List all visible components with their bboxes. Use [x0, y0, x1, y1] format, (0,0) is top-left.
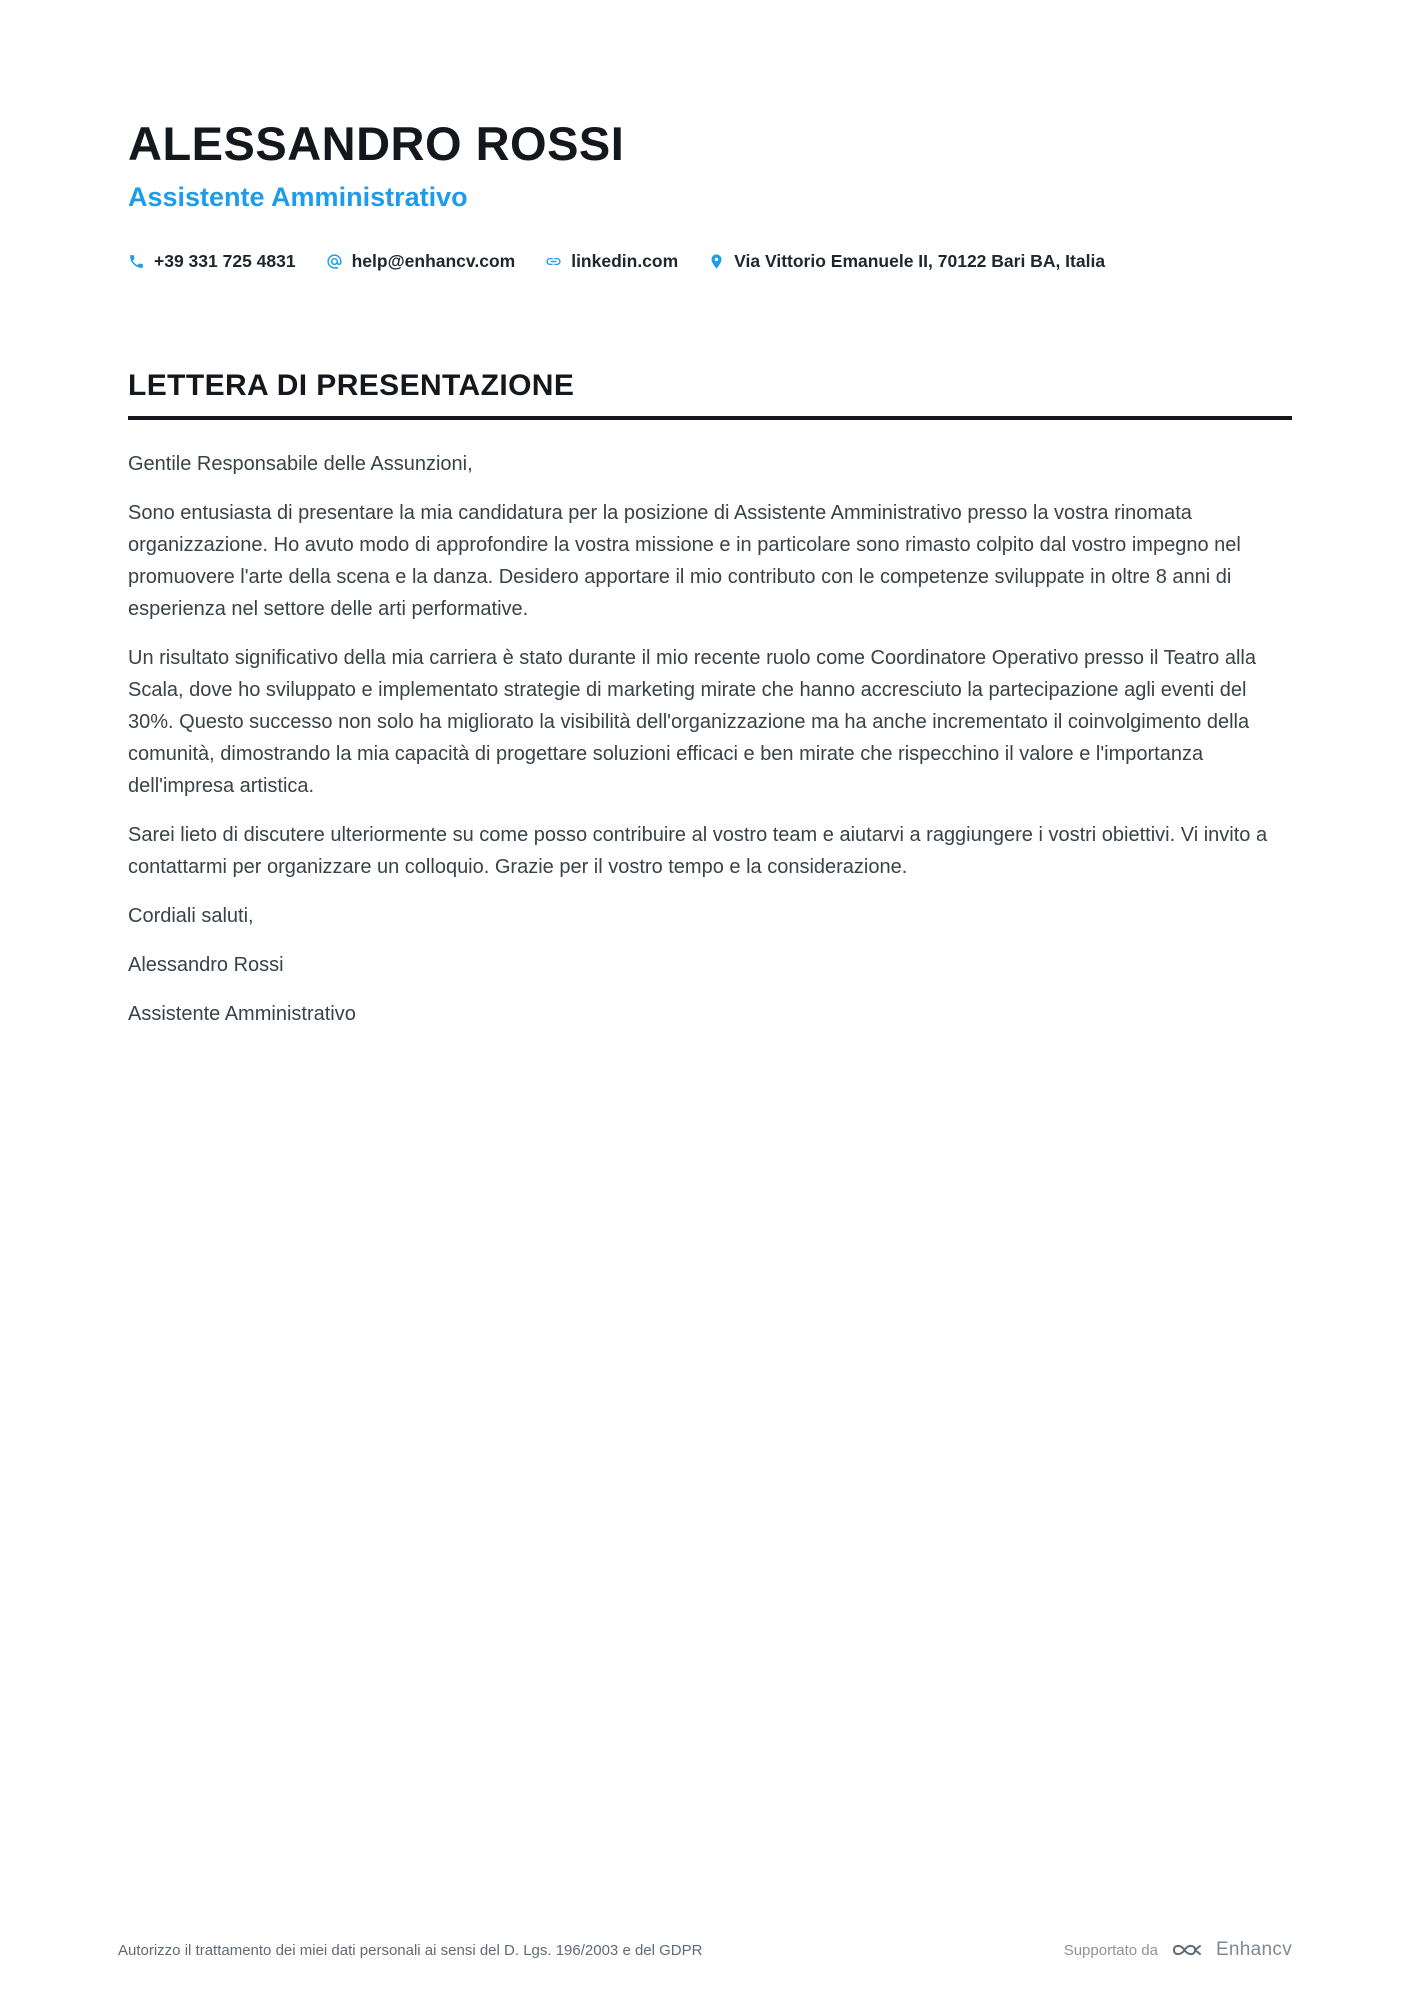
contact-row	[128, 251, 1292, 272]
contact-email[interactable]	[326, 251, 516, 272]
job-title: Assistente Amministrativo	[128, 181, 468, 212]
contact-email-text: help@enhancv.com	[351, 251, 516, 272]
letter-paragraph: Sono entusiasta di presentare la mia candidatura per la posizione di Assistente Amministrativo presso la vostra rinomata organizzazione. Ho avuto modo di approfondire la vostra missione e in particolare sono rimasto colpito dal vostro impegno nel promuovere l'arte della scena e la danza. Desidero apportare il mio contributo con le competenze sviluppate in oltre 8 anni di esperienza nel settore delle arti performative.	[128, 502, 1241, 621]
letter-paragraph: Alessandro Rossi	[128, 954, 284, 977]
enhancv-brand-text: Enhancv	[1215, 1939, 1292, 1960]
contact-linkedin-text: linkedin.com	[571, 251, 679, 272]
letter-body	[128, 448, 1292, 1030]
letter-paragraph: Gentile Responsabile delle Assunzioni,	[128, 453, 473, 476]
cover-letter-section	[128, 368, 1292, 1030]
letter-paragraph: Sarei lieto di discutere ulteriormente su come posso contribuire al vostro team e aiutarvi a raggiungere i vostri obiettivi. Vi invito a contattarmi per organizzare un colloquio. Grazie per il vostro tempo e la considerazione.	[128, 824, 1268, 879]
header	[128, 118, 1292, 272]
section-heading: LETTERA DI PRESENTAZIONE	[128, 368, 1292, 420]
phone-icon	[128, 253, 145, 270]
contact-address	[708, 251, 1105, 272]
enhancv-logo-icon	[1170, 1940, 1204, 1960]
candidate-name: ALESSANDRO ROSSI	[128, 117, 625, 170]
contact-phone-text: +39 331 725 4831	[154, 251, 296, 272]
letter-paragraph: Assistente Amministrativo	[128, 1003, 356, 1026]
powered-by[interactable]	[1064, 1939, 1292, 1961]
contact-linkedin[interactable]	[545, 251, 678, 272]
letter-paragraph: Un risultato significativo della mia carriera è stato durante il mio recente ruolo come Coordinatore Operativo presso il Teatro alla Scala, dove ho sviluppato e implementato strategie di marketing mirate che hanno accresciuto la partecipazione agli eventi del 30%. Questo successo non solo ha migliorato la visibilità dell'organizzazione ma ha anche incrementato il coinvolgimento della comunità, dimostrando la mia capacità di progettare soluzioni efficaci e ben mirate che rispecchino il valore e l'importanza dell'impresa artistica.	[128, 647, 1256, 798]
link-icon	[545, 253, 562, 270]
contact-address-text: Via Vittorio Emanuele II, 70122 Bari BA, Italia	[734, 251, 1106, 272]
contact-phone	[128, 251, 296, 272]
powered-by-label: Supportato da	[1063, 1941, 1158, 1959]
footer	[118, 1939, 1292, 1961]
location-icon	[708, 253, 725, 270]
email-icon	[326, 253, 343, 270]
letter-paragraph: Cordiali saluti,	[128, 905, 254, 928]
gdpr-disclaimer: Autorizzo il trattamento dei miei dati personali ai sensi del D. Lgs. 196/2003 e del GDPR	[118, 1941, 703, 1959]
